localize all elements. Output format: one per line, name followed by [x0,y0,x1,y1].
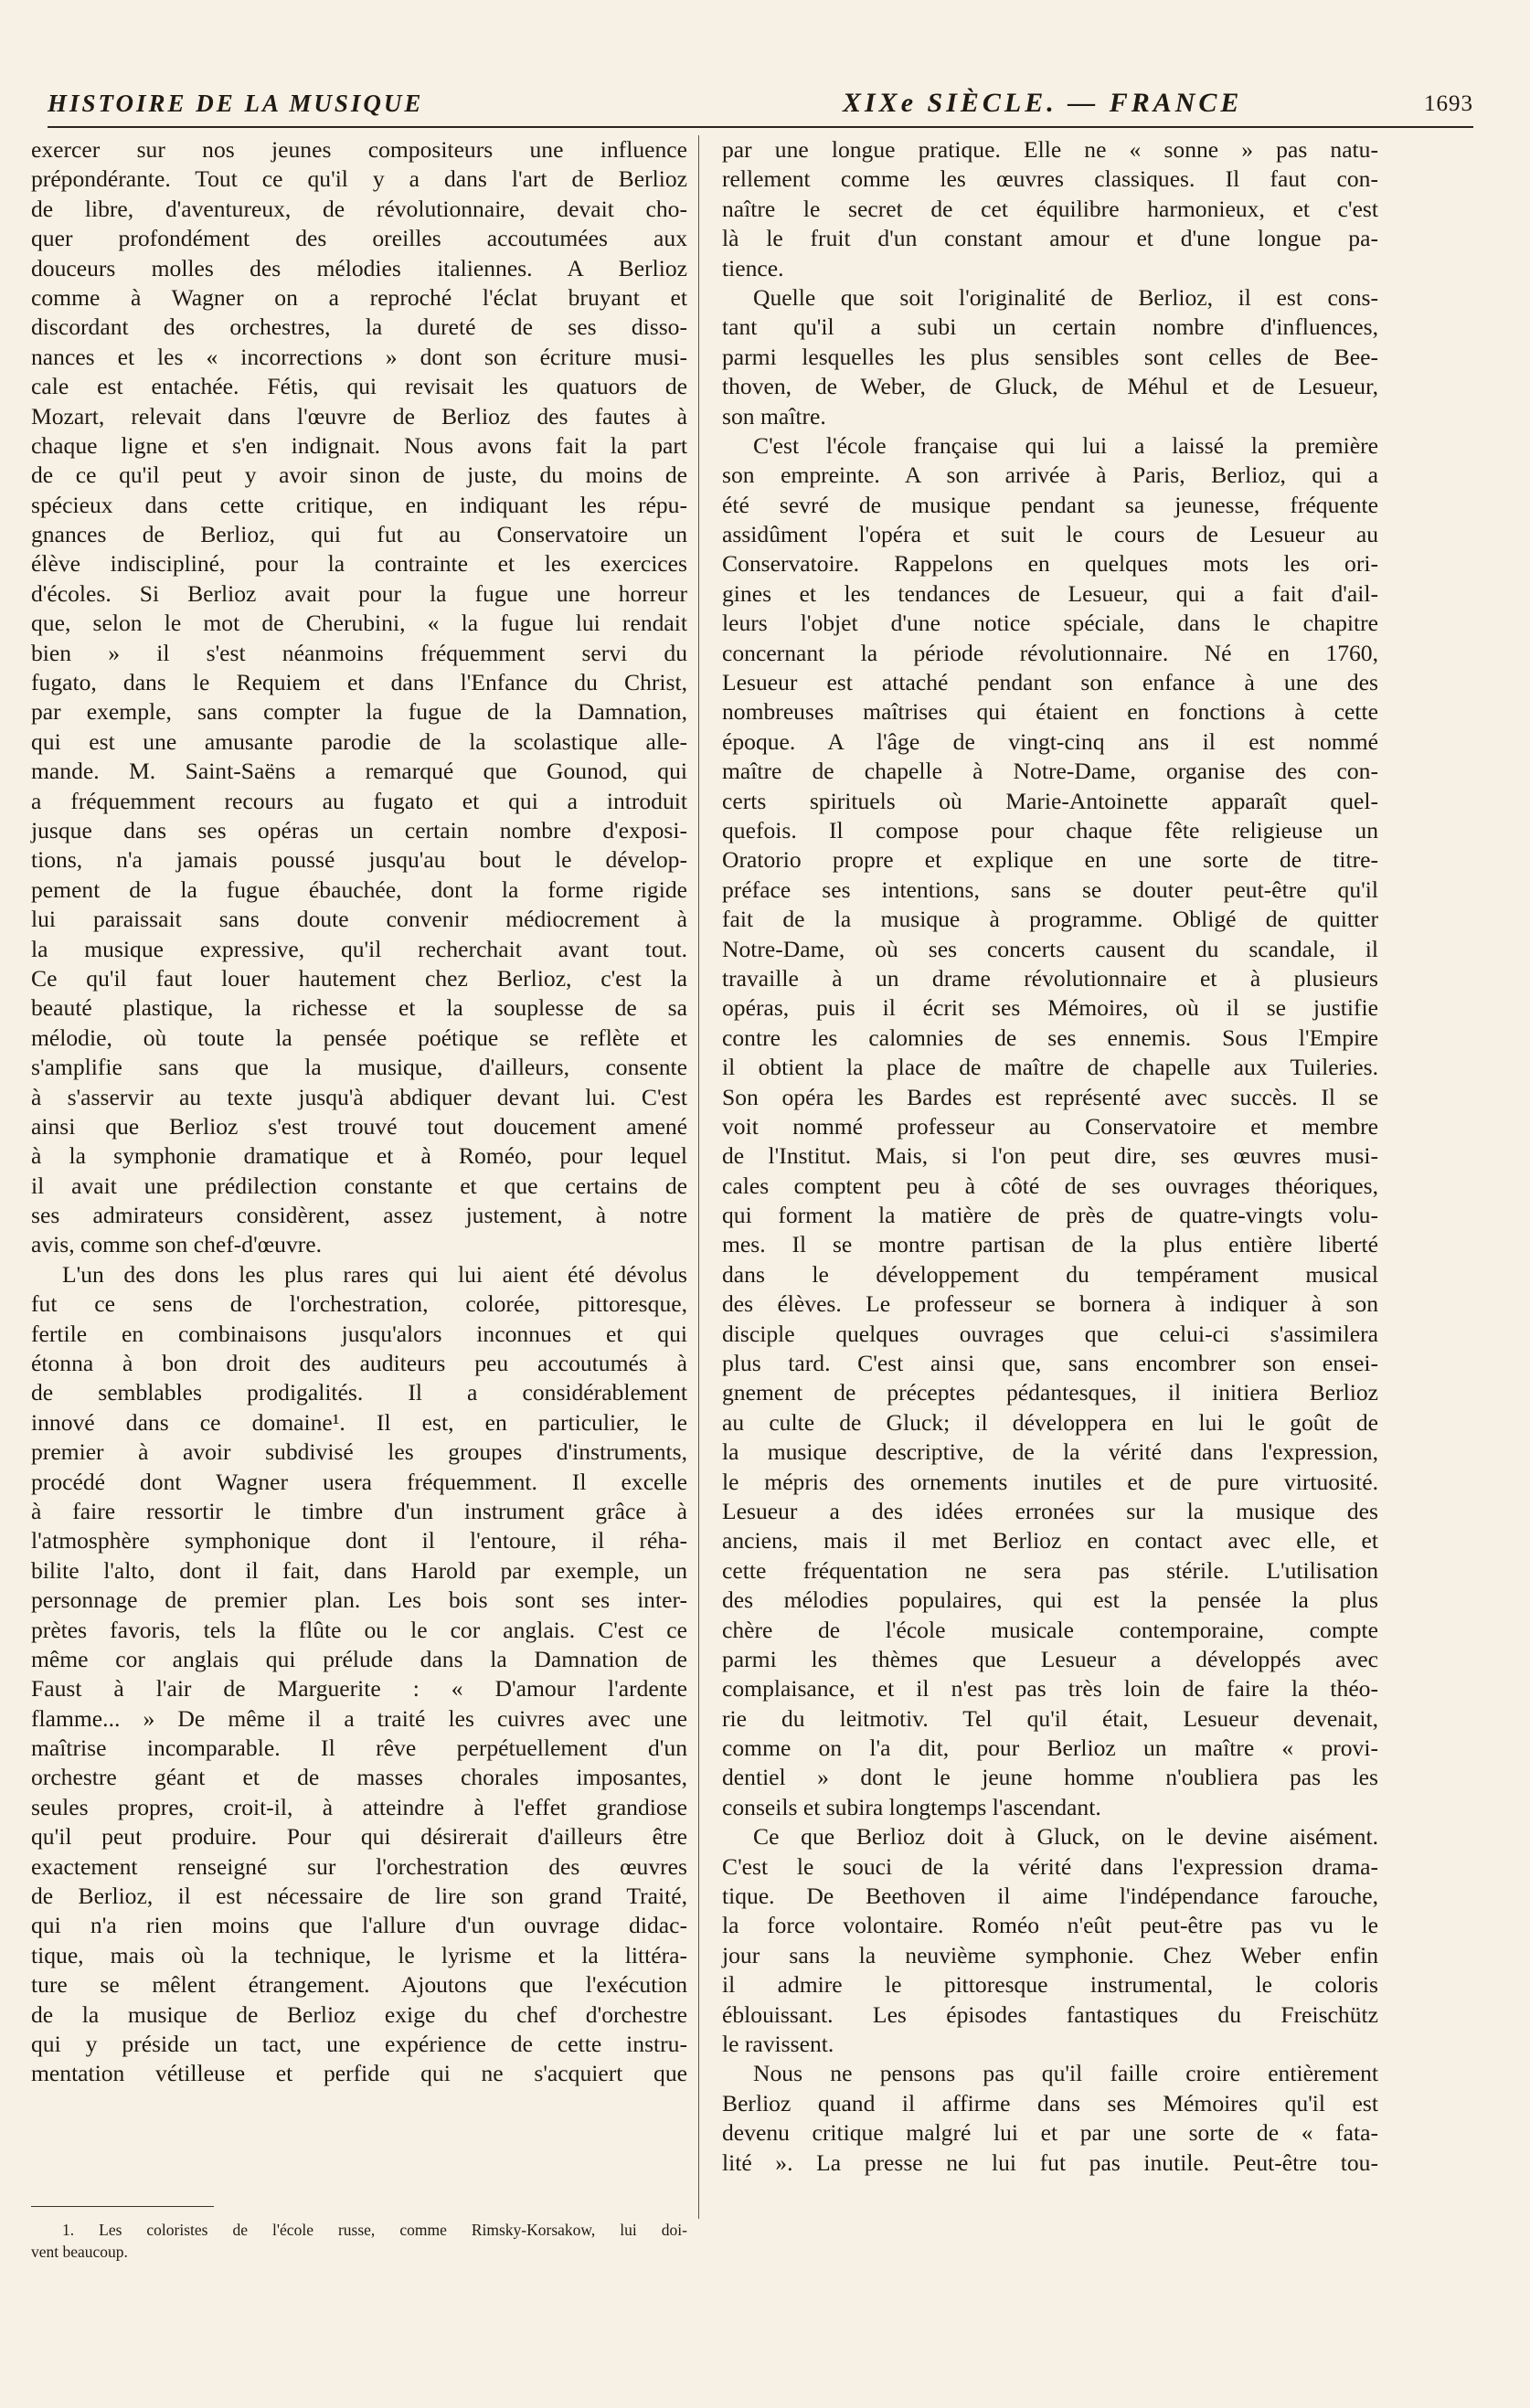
text-line: mande. M. Saint-Saëns a remarqué que Gounod, qui [31,758,687,785]
text-line: innové dans ce domaine¹. Il est, en particulier, le [31,1408,687,1436]
text-line: tience. [722,254,784,281]
text-line: fertile en combinaisons jusqu'alors inconnues et qui [31,1320,687,1347]
text-line: des mélodies populaires, qui est la pensée la plus [722,1586,1378,1614]
text-line: flamme... » De même il a traité les cuivres avec une [31,1704,687,1732]
text-line: par une longue pratique. Elle ne « sonne » pas natu- [722,136,1378,163]
text-line: par exemple, sans compter la fugue de la Damnation, [31,698,687,726]
text-line: concernant la période révolutionnaire. Né en 1760, [722,639,1378,666]
text-line: assidûment l'opéra et suit le cours de Lesueur au [722,521,1378,548]
text-line: qui n'a rien moins que l'allure d'un ouvrage didac- [31,1912,687,1939]
text-line: Notre-Dame, où ses concerts causent du scandale, il [722,935,1378,962]
text-line: beauté plastique, la richesse et la souplesse de sa [31,994,687,1022]
text-line: fut ce sens de l'orchestration, colorée, pittoresque, [31,1290,687,1318]
text-line: procédé dont Wagner usera fréquemment. Il excelle [31,1468,687,1495]
text-line: qui forment la matière de près de quatre-vingts volu- [722,1202,1378,1229]
text-line: été sevré de musique pendant sa jeunesse, fréquente [722,491,1378,518]
text-line: parmi les thèmes que Lesueur a développés avec [722,1645,1378,1672]
text-line: nombreuses maîtrises qui étaient en fonctions à cette [722,698,1378,726]
text-line: ture se mêlent étrangement. Ajoutons que l'exécution [31,1971,687,1999]
text-line: maître de chapelle à Notre-Dame, organise des con- [722,758,1378,785]
text-line: gnement de préceptes pédantesques, il initiera Berlioz [722,1379,1378,1406]
text-line: mes. Il se montre partisan de la plus entière liberté [722,1231,1378,1258]
text-line: qui est une amusante parodie de la scolastique alle- [31,727,687,755]
text-line: thoven, de Weber, de Gluck, de Méhul et de Lesueur, [722,373,1378,400]
text-line: disciple quelques ouvrages que celui-ci s'assimilera [722,1320,1378,1347]
text-line: lité ». La presse ne lui fut pas inutile. Peut-être tou- [722,2148,1378,2176]
text-line: au culte de Gluck; il développera en lui le goût de [722,1408,1378,1436]
footnote [31,2219,687,2263]
text-line: de semblables prodigalités. Il a considérablement [31,1379,687,1406]
text-line: mélodie, où toute la pensée poétique se reflète et [31,1024,687,1051]
text-line: discordant des orchestres, la dureté de ses disso- [31,313,687,341]
text-line: Conservatoire. Rappelons en quelques mots les ori- [722,550,1378,578]
text-line: s'amplifie sans que la musique, d'ailleurs, consente [31,1054,687,1081]
text-line: avis, comme son chef-d'œuvre. [31,1231,323,1258]
text-line: tant qu'il a subi un certain nombre d'influences, [722,313,1378,341]
text-line: de Berlioz, il est nécessaire de lire son grand Traité, [31,1883,687,1910]
text-line: travaille à un drame révolutionnaire et à plusieurs [722,964,1378,992]
text-line: cale est entachée. Fétis, qui revisait les quatuors de [31,373,687,400]
text-line: tique, mais où la technique, le lyrisme et la littéra- [31,1941,687,1968]
running-head-title: HISTOIRE DE LA MUSIQUE [48,90,424,117]
header-rule [48,126,1473,128]
text-line: qu'il peut produire. Pour qui désirerait d'ailleurs être [31,1823,687,1851]
text-line: naître le secret de cet équilibre harmonieux, et c'est [722,195,1378,222]
text-line: le mépris des ornements inutiles et de pure virtuosité. [722,1468,1378,1495]
text-line: Nous ne pensons pas qu'il faille croire entièrement [753,2060,1378,2087]
text-line: qui y préside un tact, une expérience de cette instru- [31,2031,687,2057]
text-line: à faire ressortir le timbre d'un instrument grâce à [31,1497,687,1524]
text-line: à la symphonie dramatique et à Roméo, pour lequel [31,1142,687,1170]
text-line: certs spirituels où Marie-Antoinette apparaît quel- [722,787,1378,814]
text-line: quefois. Il compose pour chaque fête religieuse un [722,816,1378,843]
text-line: la musique expressive, qu'il recherchait avant tout. [31,935,687,962]
text-line: premier à avoir subdivisé les groupes d'instruments, [31,1438,687,1466]
text-line: jusque dans ses opéras un certain nombre d'exposi- [31,816,687,843]
text-line: époque. A l'âge de vingt-cinq ans il est nommé [722,727,1378,755]
text-line: Mozart, relevait dans l'œuvre de Berlioz des fautes à [31,402,687,430]
text-line: parmi lesquelles les plus sensibles sont celles de Bee- [722,343,1378,370]
text-line: préface ses intentions, sans se douter peut-être qu'il [722,875,1378,903]
text-line: Berlioz quand il affirme dans ses Mémoires qu'il est [722,2089,1378,2116]
text-line: tions, n'a jamais poussé jusqu'au bout le dévelop- [31,846,687,874]
text-line: spécieux dans cette critique, en indiquant les répu- [31,491,687,518]
text-line: Son opéra les Bardes est représenté avec succès. Il se [722,1083,1378,1110]
text-line: chaque ligne et s'en indignait. Nous avons fait la part [31,431,687,459]
text-line: Lesueur est attaché pendant son enfance à une des [722,669,1378,696]
text-line: de libre, d'aventureux, de révolutionnaire, devait cho- [31,195,687,222]
text-line: des élèves. Le professeur se bornera à indiquer à son [722,1290,1378,1318]
text-line: son maître. [722,402,826,430]
text-line: ainsi que Berlioz s'est trouvé tout doucement amené [31,1112,687,1140]
text-line: élève indiscipliné, pour la contrainte et les exercices [31,550,687,578]
text-line: exactement renseigné sur l'orchestration des œuvres [31,1852,687,1880]
text-line: lui paraissait sans doute convenir médiocrement à [31,906,687,933]
text-line: a fréquemment recours au fugato et qui a introduit [31,787,687,814]
text-line: L'un des dons les plus rares qui lui aient été dévolus [62,1260,687,1288]
left-column [31,135,687,2089]
text-line: nances et les « incorrections » dont son écriture musi- [31,343,687,370]
text-line: quer profondément des oreilles accoutumées aux [31,225,687,252]
text-line: Ce que Berlioz doit à Gluck, on le devine aisément. [753,1823,1378,1851]
text-line: comme on l'a dit, pour Berlioz un maître « provi- [722,1734,1378,1762]
text-line: la musique descriptive, de la vérité dans l'expression, [722,1438,1378,1466]
text-line: prépondérante. Tout ce qu'il y a dans l'art de Berlioz [31,165,687,193]
text-line: Faust à l'air de Marguerite : « D'amour l'ardente [31,1675,687,1703]
text-line: même cor anglais qui prélude dans la Damnation de [31,1645,687,1672]
text-line: cales comptent peu à côté de ses ouvrages théoriques, [722,1172,1378,1199]
text-line: jour sans la neuvième symphonie. Chez Weber enfin [722,1941,1378,1968]
text-line: éblouissant. Les épisodes fantastiques du Freischütz [722,2000,1378,2028]
text-line: bilite l'alto, dont il fait, dans Harold par exemple, un [31,1556,687,1584]
text-line: contre les calomnies de ses ennemis. Sous l'Empire [722,1024,1378,1051]
text-line: l'atmosphère symphonique dont il l'entoure, il réha- [31,1527,687,1554]
text-line: orchestre géant et de masses chorales imposantes, [31,1764,687,1791]
text-line: leurs l'objet d'une notice spéciale, dans le chapitre [722,610,1378,637]
text-line: personnage de premier plan. Les bois sont ses inter- [31,1586,687,1614]
text-line: dentiel » dont le jeune homme n'oubliera pas les [722,1764,1378,1791]
footnote-rule [31,2206,214,2207]
text-line: il obtient la place de maître de chapelle aux Tuileries. [722,1054,1378,1081]
text-line: C'est le souci de la vérité dans l'expression drama- [722,1852,1378,1880]
text-line: anciens, mais il met Berlioz en contact avec elle, et [722,1527,1378,1554]
text-line: le ravissent. [722,2031,834,2057]
text-line: bien » il s'est néanmoins fréquemment servi du [31,639,687,666]
text-line: étonna à bon droit des auditeurs peu accoutumés à [31,1350,687,1377]
text-line: d'écoles. Si Berlioz avait pour la fugue une horreur [31,579,687,607]
text-line: que, selon le mot de Cherubini, « la fugue lui rendait [31,610,687,637]
text-line: rie du leitmotiv. Tel qu'il était, Lesueur devenait, [722,1704,1378,1732]
text-line: il admire le pittoresque instrumental, le coloris [722,1971,1378,1999]
text-line: dans le développement du tempérament musical [722,1260,1378,1288]
text-line: prètes favoris, tels la flûte ou le cor anglais. C'est ce [31,1616,687,1643]
text-line: plus tard. C'est ainsi que, sans encombrer son ensei- [722,1350,1378,1377]
text-line: la force volontaire. Roméo n'eût peut-être pas vu le [722,1912,1378,1939]
text-line: cette fréquentation ne sera pas stérile. L'utilisation [722,1556,1378,1584]
text-line: rellement comme les œuvres classiques. Il faut con- [722,165,1378,193]
text-line: de ce qu'il peut y avoir sinon de juste, du moins de [31,461,687,489]
text-line: là le fruit d'un constant amour et d'une longue pa- [722,225,1378,252]
running-head [48,86,1473,122]
text-line: voit nommé professeur au Conservatoire et membre [722,1112,1378,1140]
text-line: Quelle que soit l'originalité de Berlioz, il est cons- [753,283,1378,311]
text-line: pement de la fugue ébauchée, dont la forme rigide [31,875,687,903]
text-line: seules propres, croit-il, à atteindre à l'effet grandiose [31,1793,687,1820]
page-number: 1693 [1424,91,1473,116]
text-line: fugato, dans le Requiem et dans l'Enfance du Christ, [31,669,687,696]
text-line: fait de la musique à programme. Obligé de quitter [722,906,1378,933]
text-line: de la musique de Berlioz exige du chef d'orchestre [31,2000,687,2028]
text-line: de l'Institut. Mais, si l'on peut dire, ses œuvres musi- [722,1142,1378,1170]
text-line: comme à Wagner on a reproché l'éclat bruyant et [31,283,687,311]
text-line: Lesueur a des idées erronées sur la musique des [722,1497,1378,1524]
text-line: C'est l'école française qui lui a laissé la première [753,431,1378,459]
text-line: complaisance, et il n'est pas très loin de faire la théo- [722,1675,1378,1703]
text-line: à s'asservir au texte jusqu'à abdiquer devant lui. C'est [31,1083,687,1110]
text-line: son empreinte. A son arrivée à Paris, Berlioz, qui a [722,461,1378,489]
text-line: opéras, puis il écrit ses Mémoires, où il se justifie [722,994,1378,1022]
text-line: il avait une prédilection constante et que certains de [31,1172,687,1199]
right-column [722,135,1378,2178]
running-head-section: XIXe SIÈCLE. — FRANCE [843,88,1243,118]
text-line: conseils et subira longtemps l'ascendant. [722,1793,1101,1820]
text-line: Ce qu'il faut louer hautement chez Berlioz, c'est la [31,964,687,992]
text-line: exercer sur nos jeunes compositeurs une influence [31,136,687,163]
text-line: chère de l'école musicale contemporaine, compte [722,1616,1378,1643]
text-line: Oratorio propre et explique en une sorte de titre- [722,846,1378,874]
text-line: mentation vétilleuse et perfide qui ne s'acquiert que [31,2060,687,2087]
text-line: maîtrise incomparable. Il rêve perpétuellement d'un [31,1734,687,1762]
text-line: douceurs molles des mélodies italiennes. A Berlioz [31,254,687,281]
text-line: gines et les tendances de Lesueur, qui a fait d'ail- [722,579,1378,607]
text-line: gnances de Berlioz, qui fut au Conservatoire un [31,521,687,548]
text-line: vent beaucoup. [31,2243,128,2261]
column-separator [698,135,699,2219]
text-line: 1. Les coloristes de l'école russe, comme Rimsky-Korsakow, lui doi- [62,2221,687,2239]
text-line: ses admirateurs considèrent, assez justement, à notre [31,1202,687,1229]
text-line: tique. De Beethoven il aime l'indépendance farouche, [722,1883,1378,1910]
text-line: devenu critique malgré lui et par une sorte de « fata- [722,2119,1378,2147]
